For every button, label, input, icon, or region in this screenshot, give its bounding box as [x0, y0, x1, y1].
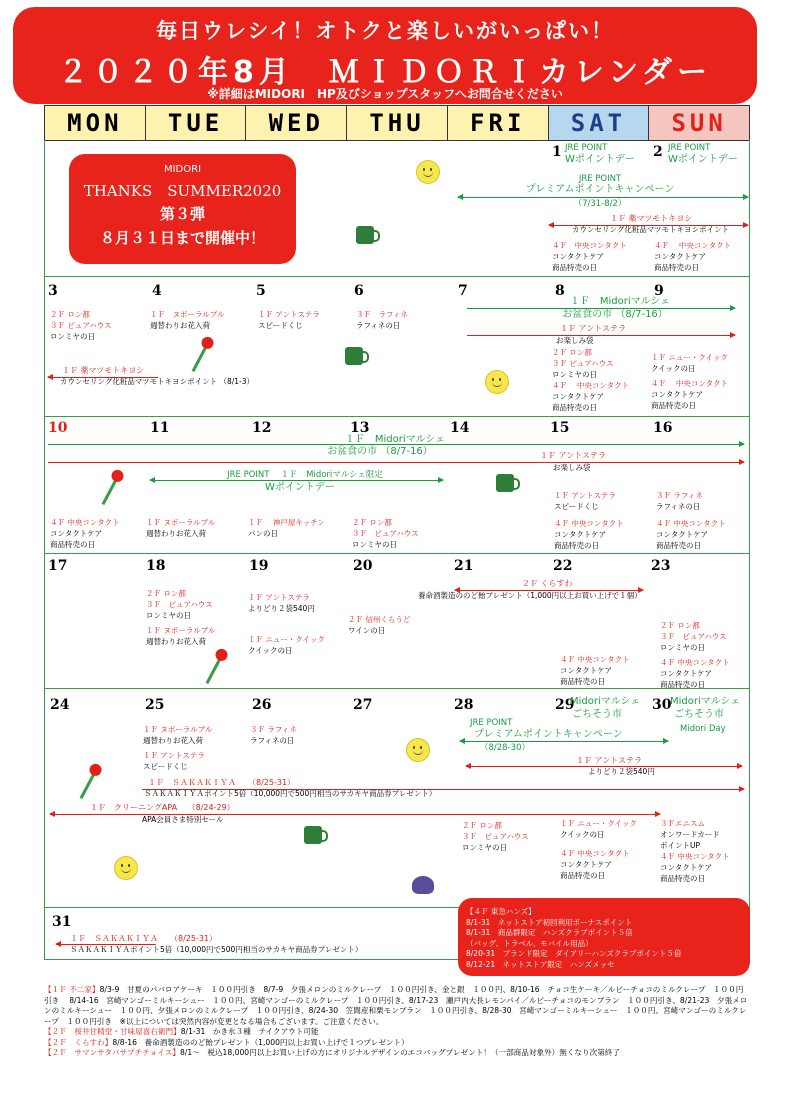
event-shop: ３Ｆ ピュアハウス — [50, 321, 112, 330]
event-desc: コンタクトケア — [554, 530, 607, 539]
premium-arrow — [460, 741, 668, 742]
weekday-header — [44, 105, 750, 141]
premium-period: （7/31-8/2） — [573, 199, 627, 209]
event-shop: ３Ｆ ラフィネ — [656, 491, 703, 500]
event-desc: コンタクトケア — [560, 666, 613, 675]
date-10: 10 — [48, 420, 68, 436]
header-note: ※詳細はMIDORI HP及びショップスタッフへお問合せください — [207, 87, 563, 101]
antstella-arrow — [467, 335, 735, 336]
day-fri: FRI — [448, 106, 549, 140]
event-shop: １Ｆ ニュー・クイック — [651, 353, 728, 362]
sakakiya-desc: ＳＡＫＡＫＩＹＡポイント5倍（10,000円で500円相当のサカキヤ商品券プレゼント） — [144, 789, 437, 798]
footer-shop-label: 【２Ｆ サマンサタバサプチチョイス】 — [44, 1048, 180, 1057]
date-2: 2 — [653, 144, 663, 160]
day-sat: SAT — [549, 106, 650, 140]
date-30: 30 — [652, 697, 672, 713]
smiley-icon — [114, 856, 138, 880]
event-desc: ロンミヤの日 — [352, 540, 397, 549]
footer-text: 8/3-9 甘夏のパバロアケーキ １００円引き 8/7-9 夕張メロンのミルクレープ １００円引き、金と銀 １００円、8/10-16 チョコ生ケーキ／ルビーチョコのミルクレープ １００円引き 8/14-16 宮崎マンゴーミルキーシュー １００円、宮崎マンゴーのミルクレープ １００円引き、8/17-23 瀬戸内大長レモンパイ／ルビーチョコのモンブラン １００円引き、8/21-23 夕張メロンのミルキーシュー １００円、夕張メロンのミルクレープ １００円引き、8/24-30 笠間産和栗モンブラン １００円引き、8/28-30 宮崎マンゴーミルキーシュー １００円、宮崎マンゴーのミルクレープ １００円引き ※以上については突然内容が変更となる場合もございます。ご注意ください。 — [44, 985, 748, 1026]
event-desc: オンワードカード — [660, 830, 720, 839]
date-24: 24 — [50, 697, 70, 713]
event-desc: スピードくじ — [554, 502, 599, 511]
footer-shop-label: 【２Ｆ 桜井甘精堂・甘味屋喜右衛門】 — [44, 1027, 181, 1036]
marche-label: １Ｆ Midoriマルシェ — [569, 296, 671, 307]
event-desc: 商品特売の日 — [660, 874, 705, 883]
event-desc: 週替わりお花入荷 — [143, 736, 203, 745]
event-shop: ４Ｆ 中央コンタクト — [654, 241, 732, 250]
event-shop: ２Ｆ ロン都 — [50, 310, 90, 319]
event-desc: ロンミヤの日 — [462, 843, 507, 852]
tue25-events — [143, 724, 212, 772]
event-shop: １Ｆ ヌボーラルブル — [150, 310, 225, 319]
footer-samantha — [44, 1048, 750, 1059]
fri28-events — [462, 820, 529, 853]
thu6-events — [356, 309, 408, 331]
date-11: 11 — [150, 420, 170, 436]
date-27: 27 — [353, 697, 373, 713]
event-shop: ２Ｆ ロン都 — [552, 348, 592, 357]
antstella-label: １Ｆ アントステラ — [540, 451, 606, 460]
event-shop: ２Ｆ ロン都 — [462, 821, 502, 830]
footer-fujiya — [44, 985, 750, 1027]
event-desc: コンタクトケア — [552, 392, 605, 401]
date-7: 7 — [458, 283, 468, 299]
day-sun: SUN — [649, 106, 749, 140]
event-shop: ４Ｆ 中央コンタクト — [50, 518, 120, 527]
event-desc: クイックの日 — [651, 364, 696, 373]
date-3: 3 — [48, 283, 58, 299]
sun-wpoint: Wポイントデー — [668, 154, 738, 165]
tue11-events — [146, 517, 215, 539]
midori-day: Midori Day — [680, 724, 726, 734]
event-desc: コンタクトケア — [560, 860, 613, 869]
matsu-label: １Ｆ 薬マツモトキヨシ — [62, 366, 145, 375]
footer-notes — [44, 985, 750, 1059]
smiley-icon — [485, 370, 509, 394]
event-shop: １Ｆ ニュー・クイック — [560, 819, 637, 828]
event-desc: ワインの日 — [348, 626, 386, 635]
event-shop: ４Ｆ 中央コンタクト — [560, 849, 630, 858]
event-shop: ３Ｆ ピュアハウス — [352, 529, 419, 538]
premium-jre-label: JRE POINT — [470, 718, 513, 728]
date-16: 16 — [653, 420, 673, 436]
thanks-brand: MIDORI — [163, 164, 202, 175]
event-shop: ３Ｆ ピュアハウス — [146, 600, 213, 609]
sakakiya-desc: ＳＡＫＡＫＩＹＡポイント5倍（10,000円で500円相当のサカキヤ商品券プレゼント） — [70, 945, 363, 954]
event-shop: ４Ｆ 中央コンタクト — [660, 852, 730, 861]
event-desc: 週替わりお花入荷 — [150, 321, 210, 330]
event-shop: ３Ｆエニスム — [660, 819, 705, 828]
footer-sakurai — [44, 1027, 750, 1038]
marche-desc: お盆食の市 （8/7-16） — [562, 309, 668, 320]
cleaning-desc: APA会員さま特別セール — [142, 815, 224, 824]
sat1-events — [552, 240, 627, 273]
wed12-events — [248, 517, 325, 539]
week-divider — [45, 688, 749, 689]
teapot-icon — [412, 876, 434, 894]
event-shop: ３Ｆ ピュアハウス — [552, 359, 614, 368]
event-desc: 商品特売の日 — [554, 541, 599, 550]
mug-icon — [304, 826, 322, 844]
event-shop: １Ｆ アントステラ — [258, 310, 320, 319]
event-desc: コンタクトケア — [654, 252, 707, 261]
thu13-events — [352, 517, 419, 550]
event-desc: 商品特売の日 — [552, 403, 597, 412]
sun30-events — [660, 818, 730, 884]
date-29: 29 — [555, 697, 575, 713]
date-13: 13 — [350, 420, 370, 436]
date-19: 19 — [249, 558, 269, 574]
date-4: 4 — [152, 283, 162, 299]
event-shop: ２Ｆ 信州くらうど — [348, 615, 411, 624]
antstella-label: １Ｆ アントステラ — [560, 324, 626, 333]
day-wed: WED — [246, 106, 347, 140]
mon3-events — [50, 309, 112, 342]
premium-jre-label: JRE POINT — [578, 174, 622, 184]
date-21: 21 — [454, 558, 474, 574]
sat-marche: Midoriマルシェ — [570, 696, 641, 707]
event-desc: コンタクトケア — [656, 530, 709, 539]
thanks-title: THANKS SUMMER2020 — [83, 182, 282, 200]
event-shop: １Ｆ ヌボーラルブル — [143, 725, 213, 734]
event-shop: ４Ｆ 中央コンタクト — [656, 519, 726, 528]
event-shop: ２Ｆ ロン都 — [352, 518, 392, 527]
date-28: 28 — [454, 697, 474, 713]
matsumoto-desc: カウンセリング化粧品マツモトキヨシポイント — [572, 225, 730, 234]
matsumoto-label: １Ｆ 薬マツモトキヨシ — [610, 214, 693, 223]
event-desc: コンタクトケア — [651, 390, 704, 399]
marche-jre-label: JRE POINT １Ｆ Midoriマルシェ限定 — [227, 470, 383, 480]
date-14: 14 — [450, 420, 470, 436]
event-desc: 商品特売の日 — [552, 263, 597, 272]
event-desc: コンタクトケア — [660, 863, 713, 872]
event-shop: ３Ｆ ピュアハウス — [462, 832, 529, 841]
event-desc: クイックの日 — [248, 646, 293, 655]
footer-shop-label: 【１Ｆ 不二家】 — [44, 985, 100, 994]
thu20-events — [348, 614, 410, 636]
date-26: 26 — [252, 697, 272, 713]
event-shop: １Ｆ アントステラ — [143, 751, 205, 760]
date-5: 5 — [256, 283, 266, 299]
premium-campaign: プレミアムポイントキャンペーン — [525, 184, 675, 195]
event-desc: 商品特売の日 — [656, 541, 701, 550]
event-desc: クイックの日 — [560, 830, 605, 839]
footer-text: 8/1～ 税込18,000円以上お買い上げの方にオリジナルデザインのエコバッグプレゼント！（一部商品対象外）無くなり次第終了 — [179, 1048, 620, 1057]
marche-jre-arrow — [150, 480, 443, 481]
date-25: 25 — [145, 697, 165, 713]
page-title: ２０２０年8月 ＭＩＤＯＲＩカレンダー — [58, 55, 712, 90]
event-shop: ３Ｆ ピュアハウス — [660, 632, 727, 641]
event-shop: ３Ｆ ラフィネ — [250, 725, 297, 734]
event-desc: コンタクトケア — [50, 529, 103, 538]
kurasuwa-label: ２Ｆ くらすわ — [522, 579, 573, 588]
matsu-desc: カウンセリング化粧品マツモトキヨシポイント （8/1-3） — [60, 377, 255, 386]
date-9: 9 — [654, 283, 664, 299]
wed5-events — [258, 309, 320, 331]
event-desc: ロンミヤの日 — [146, 611, 191, 620]
event-desc: 週替わりお花入荷 — [146, 637, 206, 646]
day-thu: THU — [347, 106, 448, 140]
tokyu-hands-box — [458, 898, 750, 976]
date-23: 23 — [651, 558, 671, 574]
event-desc: スピードくじ — [258, 321, 303, 330]
kurasuwa-desc: 養命酒製造ののど飴プレゼント（1,000円以上お買い上げで１個） — [418, 591, 642, 600]
premium-arrow — [458, 197, 748, 198]
sun23-events — [660, 620, 730, 690]
event-desc: 商品特売の日 — [560, 871, 605, 880]
sat29-events — [560, 818, 637, 881]
date-12: 12 — [252, 420, 272, 436]
mug-icon — [356, 226, 374, 244]
event-shop: ４Ｆ 中央コンタクト — [554, 519, 624, 528]
tue4-events — [150, 309, 224, 331]
hands-line: （バッグ、トラベル、モバイル用品） — [466, 938, 593, 948]
event-desc: スピードくじ — [143, 762, 188, 771]
event-desc: ラフィネの日 — [250, 736, 295, 745]
event-desc: 商品特売の日 — [651, 401, 696, 410]
day-tue: TUE — [146, 106, 247, 140]
wed26-events — [250, 724, 297, 746]
event-desc: コンタクトケア — [660, 669, 713, 678]
smiley-icon — [416, 160, 440, 184]
footer-kurasuwa — [44, 1038, 750, 1049]
event-shop: １Ｆ ヌボーラルブル — [146, 626, 216, 635]
date-1: 1 — [552, 144, 562, 160]
event-desc: ポイントUP — [660, 841, 701, 850]
antstella-desc: よりどり２袋540円 — [588, 767, 655, 776]
sun-marche-sub: ごちそう市 — [674, 709, 724, 720]
hands-line: 8/1-31 商品群限定 ハンズクラブポイント５倍 — [466, 928, 633, 937]
footer-text: 8/1-31 かき氷３種 テイクアウト可能 — [180, 1027, 319, 1036]
mug-icon — [496, 474, 514, 492]
day-mon: MON — [45, 106, 146, 140]
event-desc: 週替わりお花入荷 — [146, 529, 206, 538]
wed19-events — [248, 592, 325, 656]
sat15-events — [554, 490, 624, 551]
event-desc: ロンミヤの日 — [552, 370, 597, 379]
event-desc: ラフィネの日 — [356, 321, 401, 330]
sat-jre-label: JRE POINT — [565, 143, 608, 153]
sat22-events — [560, 654, 630, 687]
thanks-summer-badge — [69, 154, 296, 264]
antstella-desc: お楽しみ袋 — [556, 336, 594, 345]
date-8: 8 — [555, 283, 565, 299]
event-shop: １Ｆ アントステラ — [554, 491, 616, 500]
thanks-period: ８月３１日まで開催中！ — [99, 229, 265, 247]
sun-marche: Midoriマルシェ — [670, 696, 741, 707]
event-shop: ４Ｆ 中央コンタクト — [552, 381, 630, 390]
footer-shop-label: 【２Ｆ くらすわ】 — [44, 1037, 113, 1047]
sat8-events — [552, 347, 629, 413]
event-shop: １Ｆ アントステラ — [248, 593, 310, 602]
date-18: 18 — [146, 558, 166, 574]
event-desc: 商品特売の日 — [50, 540, 95, 549]
antstella-arrow — [48, 462, 744, 463]
event-desc: 商品特売の日 — [654, 263, 699, 272]
marche-label: １Ｆ Midoriマルシェ — [344, 434, 446, 445]
premium-period: （8/28-30） — [480, 743, 530, 753]
sun9-events — [651, 352, 728, 411]
event-shop: ４Ｆ 中央コンタクト — [651, 379, 729, 388]
header-tagline: 毎日ウレシイ！オトクと楽しいがいっぱい！ — [155, 19, 614, 43]
premium-campaign: プレミアムポイントキャンペーン — [474, 729, 623, 740]
cleaning-label: １Ｆ クリーニングAPA （8/24-29） — [90, 803, 235, 812]
marche-arrow — [48, 444, 744, 445]
hands-line: 8/20-31 ブランド限定 ダイアリーハンズクラブポイント５倍 — [466, 949, 682, 958]
week-divider — [45, 553, 749, 554]
event-desc: よりどり２袋540円 — [248, 604, 315, 613]
event-shop: ４Ｆ 中央コンタクト — [560, 655, 630, 664]
sat-marche-sub: ごちそう市 — [572, 709, 622, 720]
event-desc: ロンミヤの日 — [50, 332, 95, 341]
event-desc: 商品特売の日 — [660, 680, 705, 689]
tue18-events — [146, 588, 215, 647]
date-15: 15 — [550, 420, 570, 436]
event-desc: ロンミヤの日 — [660, 643, 705, 652]
antstella-desc: お楽しみ袋 — [553, 463, 591, 472]
event-desc: 商品特売の日 — [560, 677, 605, 686]
sat-wpoint: Wポイントデー — [565, 154, 635, 165]
event-shop: １Ｆ 神戸屋キッチン — [248, 518, 325, 527]
event-desc: パンの日 — [248, 529, 278, 538]
event-shop: １Ｆ ニュー・クイック — [248, 635, 325, 644]
mon10-events — [50, 517, 120, 550]
date-31: 31 — [52, 914, 72, 930]
event-shop: １Ｆ ヌボーラルブル — [146, 518, 216, 527]
hands-title: 【４Ｆ 東急ハンズ】 — [466, 907, 536, 916]
event-shop: ３Ｆ ラフィネ — [356, 310, 408, 319]
sun-jre-label: JRE POINT — [668, 143, 711, 153]
event-shop: ４Ｆ 中央コンタクト — [552, 241, 627, 250]
thanks-round: 第３弾 — [159, 205, 205, 223]
event-desc: コンタクトケア — [552, 252, 605, 261]
event-shop: ２Ｆ ロン都 — [660, 621, 700, 630]
antstella-label: １Ｆ アントステラ — [576, 756, 642, 765]
mug-icon — [345, 347, 363, 365]
marche-desc: お盆食の市 （8/7-16） — [327, 446, 433, 457]
week-divider — [45, 276, 749, 277]
sun16-events — [656, 490, 726, 551]
sakakiya-label: １Ｆ ＳＡＫＡＫＩＹＡ （8/25-31） — [148, 778, 296, 787]
event-shop: ２Ｆ ロン都 — [146, 589, 186, 598]
footer-text: 8/8-16 養命酒製造ののど飴プレゼント（1,000円以上お買い上げで１つプレゼント） — [112, 1037, 409, 1047]
date-22: 22 — [553, 558, 573, 574]
sun2-events — [654, 240, 731, 273]
header-banner — [13, 7, 757, 104]
hands-line: 8/12-21 ネットストア限定 ハンズメッセ — [466, 959, 615, 969]
sakakiya-label: １Ｆ ＳＡＫＡＫＩＹＡ （8/25-31） — [70, 934, 218, 943]
date-17: 17 — [48, 558, 68, 574]
marche-wpoint: Wポイントデー — [265, 482, 335, 493]
event-shop: ４Ｆ 中央コンタクト — [660, 658, 730, 667]
date-20: 20 — [353, 558, 373, 574]
date-6: 6 — [354, 283, 364, 299]
smiley-icon — [406, 738, 430, 762]
event-desc: ラフィネの日 — [656, 502, 701, 511]
hands-line: 8/1-31 ネットストア初回利用ボーナスポイント — [466, 917, 633, 927]
week-divider — [45, 416, 749, 417]
